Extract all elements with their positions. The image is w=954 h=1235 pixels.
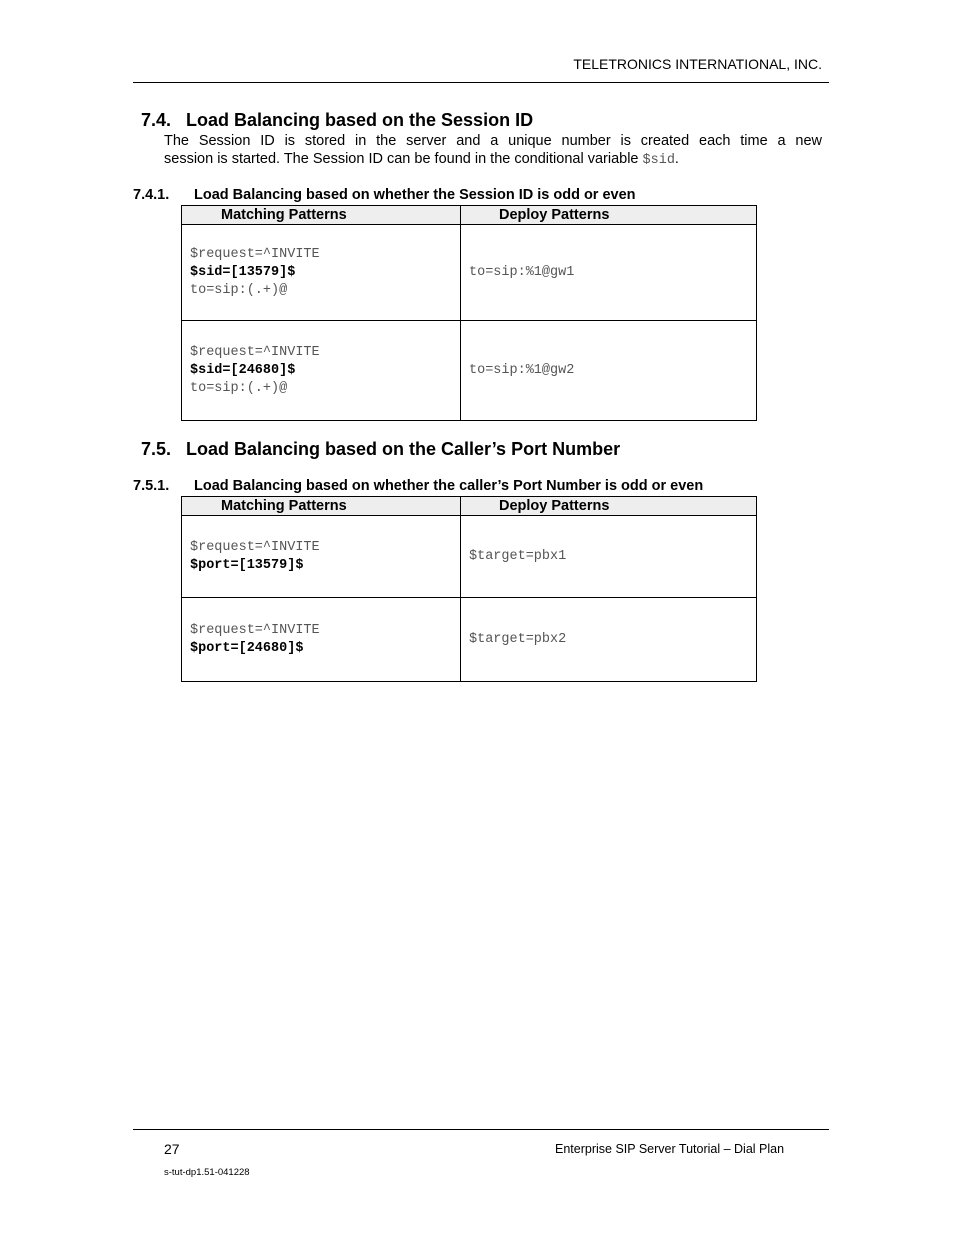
- column-header-matching: Matching Patterns: [182, 497, 461, 516]
- paragraph-end: .: [674, 151, 679, 167]
- sid-variable: $sid: [642, 153, 675, 168]
- deploy-pattern-cell: $target=pbx2: [461, 598, 757, 682]
- pattern-line-bold: $sid=[24680]$: [190, 362, 296, 378]
- column-header-deploy: Deploy Patterns: [461, 206, 757, 225]
- table-row: [182, 516, 757, 598]
- table-row: [182, 321, 757, 421]
- pattern-line-bold: $sid=[13579]$: [190, 264, 296, 280]
- deploy-pattern-cell: $target=pbx1: [461, 516, 757, 598]
- table-header-row: [182, 206, 757, 225]
- subsection-title: Load Balancing based on whether the Session ID is odd or even: [194, 187, 636, 203]
- table-row: [182, 225, 757, 321]
- section-number: 7.4.: [141, 110, 172, 130]
- footer-divider: [133, 1129, 829, 1130]
- session-id-pattern-table: [181, 205, 757, 421]
- paragraph-line-2: [164, 151, 679, 167]
- table-header-row: [182, 497, 757, 516]
- section-number: 7.5.: [141, 439, 172, 459]
- page-number: 27: [164, 1141, 180, 1157]
- section-7-4-1-heading: [133, 187, 636, 203]
- pattern-line: $request=^INVITE: [190, 539, 320, 555]
- paragraph-text: session is started. The Session ID can be found in the conditional variable: [164, 151, 643, 167]
- matching-pattern-cell: [182, 516, 461, 598]
- matching-pattern-cell: [182, 598, 461, 682]
- section-7-4-paragraph: [164, 132, 822, 170]
- pattern-line-bold: $port=[24680]$: [190, 640, 304, 656]
- section-title: Load Balancing based on the Session ID: [186, 110, 534, 130]
- port-number-pattern-table: [181, 496, 757, 682]
- subsection-number: 7.4.1.: [133, 187, 170, 203]
- pattern-line: $request=^INVITE: [190, 344, 320, 360]
- header-company-name: TELETRONICS INTERNATIONAL, INC.: [573, 56, 822, 72]
- deploy-pattern-cell: to=sip:%1@gw2: [461, 321, 757, 421]
- pattern-line-bold: $port=[13579]$: [190, 557, 304, 573]
- section-7-5-1-heading: [133, 478, 703, 494]
- matching-pattern-cell: [182, 225, 461, 321]
- column-header-deploy: Deploy Patterns: [461, 497, 757, 516]
- table-row: [182, 598, 757, 682]
- pattern-line: $request=^INVITE: [190, 622, 320, 638]
- section-7-5-heading: [141, 439, 620, 460]
- footer-doc-code: s-tut-dp1.51-041228: [164, 1167, 250, 1178]
- column-header-matching: Matching Patterns: [182, 206, 461, 225]
- header-divider: [133, 82, 829, 83]
- subsection-title: Load Balancing based on whether the caller’s Port Number is odd or even: [194, 478, 704, 494]
- section-title: Load Balancing based on the Caller’s Port Number: [186, 439, 621, 459]
- footer-doc-title: Enterprise SIP Server Tutorial – Dial Plan: [555, 1142, 785, 1156]
- deploy-pattern-cell: to=sip:%1@gw1: [461, 225, 757, 321]
- pattern-line: to=sip:(.+)@: [190, 282, 288, 298]
- pattern-line: $request=^INVITE: [190, 246, 320, 262]
- matching-pattern-cell: [182, 321, 461, 421]
- subsection-number: 7.5.1.: [133, 478, 170, 494]
- pattern-line: to=sip:(.+)@: [190, 380, 288, 396]
- section-7-4-heading: [141, 110, 533, 131]
- paragraph-line-1: The Session ID is stored in the server and a unique number is created each time a new: [164, 133, 822, 149]
